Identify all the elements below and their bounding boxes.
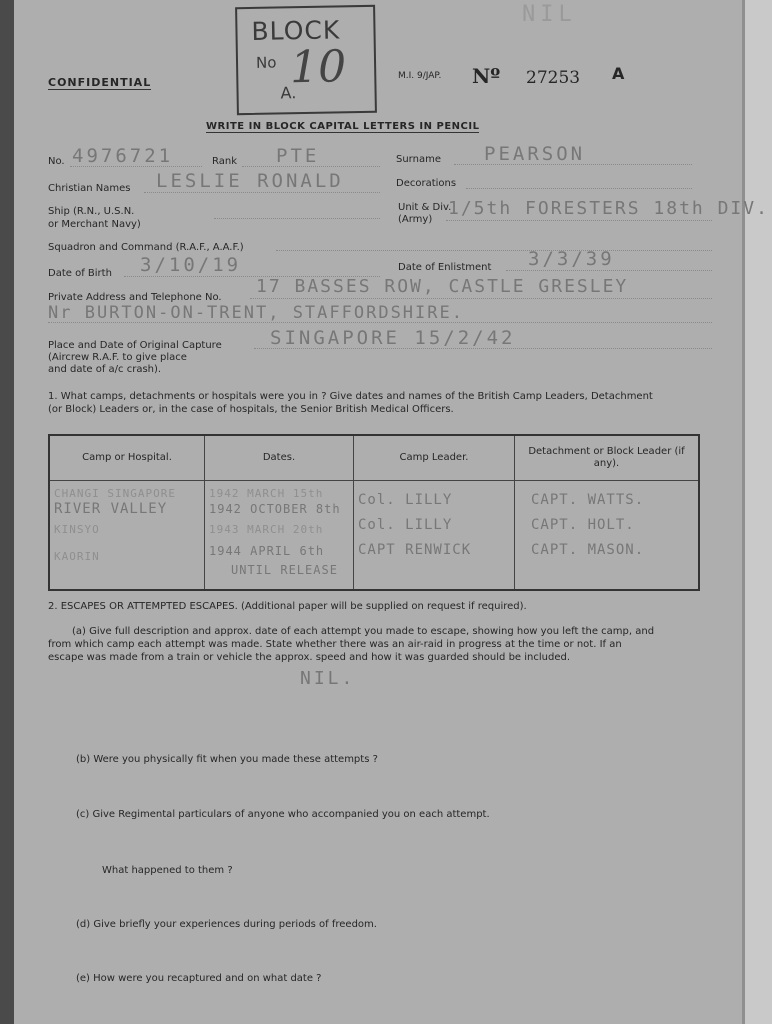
question-2d: (d) Give briefly your experiences during periods of freedom. xyxy=(76,919,377,930)
address-label: Private Address and Telephone No. xyxy=(48,292,222,303)
unit-label-line1: Unit & Div. xyxy=(398,202,452,213)
christian-names-value: LESLIE RONALD xyxy=(156,170,344,192)
question-2a-line3: escape was made from a train or vehicle the approx. speed and how it was guarded should be included. xyxy=(48,652,571,663)
camp-leader-entry: Col. LILLY xyxy=(358,517,453,533)
unit-label-line2: (Army) xyxy=(398,214,433,225)
rank-label: Rank xyxy=(212,156,237,167)
no-line xyxy=(70,166,202,167)
surname-label: Surname xyxy=(396,154,441,165)
date-of-birth-label: Date of Birth xyxy=(48,268,112,279)
ship-line xyxy=(214,218,380,219)
camp-entry: RIVER VALLEY xyxy=(54,501,168,517)
address-value-line2: Nr BURTON-ON-TRENT, STAFFORDSHIRE. xyxy=(48,303,464,323)
camp-entry: CHANGI SINGAPORE xyxy=(54,487,176,500)
date-entry: 1943 MARCH 20th xyxy=(209,523,324,536)
capture-value: SINGAPORE 15/2/42 xyxy=(270,327,516,349)
capture-label-line2: (Aircrew R.A.F. to give place xyxy=(48,352,187,363)
stamp-block-text: BLOCK xyxy=(251,15,341,46)
reference-no-label: Nº xyxy=(472,64,501,88)
camp-leader-entry: CAPT RENWICK xyxy=(358,542,472,558)
dates-cell xyxy=(205,481,354,591)
decorations-line xyxy=(466,188,692,189)
table-header-row xyxy=(49,435,699,481)
question-2a-answer: NIL. xyxy=(300,668,356,689)
enlistment-line xyxy=(506,270,712,271)
detachment-leader-entry: CAPT. HOLT. xyxy=(531,517,635,533)
table-header-camp: Camp or Hospital. xyxy=(49,435,205,481)
camp-leader-cell xyxy=(354,481,515,591)
squadron-line xyxy=(276,250,712,251)
ship-label-line2: or Merchant Navy) xyxy=(48,219,141,230)
question-2c: (c) Give Regimental particulars of anyone who accompanied you on each attempt. xyxy=(76,809,490,820)
question-2c-sub: What happened to them ? xyxy=(102,865,233,876)
christian-names-label: Christian Names xyxy=(48,183,131,194)
detachment-leader-entry: CAPT. MASON. xyxy=(531,542,645,558)
unit-line xyxy=(446,220,712,221)
capture-label-line1: Place and Date of Original Capture xyxy=(48,340,222,351)
address-line2 xyxy=(48,322,712,323)
reference-prefix: M.I. 9/JAP. xyxy=(398,71,442,81)
camp-leader-entry: Col. LILLY xyxy=(358,492,453,508)
date-of-birth-value: 3/10/19 xyxy=(140,254,242,276)
question-1-line2: (or Block) Leaders or, in the case of hospitals, the Senior British Medical Officers. xyxy=(48,404,454,415)
confidential-label: CONFIDENTIAL xyxy=(48,76,152,89)
date-entry: 1944 APRIL 6th xyxy=(209,544,325,558)
question-2a-line2: from which camp each attempt was made. State whether there was an air-raid in progress at the time or not. If an xyxy=(48,639,622,650)
camp-cell xyxy=(49,481,205,591)
stamp-no-text: No xyxy=(255,53,277,72)
camp-entry: KINSYO xyxy=(54,523,100,536)
christian-names-line xyxy=(144,192,380,193)
no-label: No. xyxy=(48,156,65,167)
block-stamp xyxy=(235,5,377,115)
question-2a-line1: (a) Give full description and approx. date of each attempt you made to escape, showing how you left the camp, and xyxy=(72,626,655,637)
no-value: 4976721 xyxy=(72,145,174,167)
decorations-label: Decorations xyxy=(396,178,457,189)
camps-table xyxy=(48,434,700,591)
stamp-number: 10 xyxy=(289,41,347,94)
capture-line xyxy=(254,348,712,349)
capture-label-line3: and date of a/c crash). xyxy=(48,364,162,375)
stamp-letter: A. xyxy=(280,83,297,103)
table-header-camp-leader: Camp Leader. xyxy=(354,435,515,481)
unit-value: 1/5th FORESTERS 18th DIV. xyxy=(448,198,769,219)
question-2e: (e) How were you recaptured and on what date ? xyxy=(76,973,322,984)
surname-value: PEARSON xyxy=(484,143,586,165)
squadron-label: Squadron and Command (R.A.F., A.A.F.) xyxy=(48,242,244,253)
table-header-detachment-leader: Detachment or Block Leader (if any). xyxy=(515,435,700,481)
enlistment-label: Date of Enlistment xyxy=(398,262,492,273)
date-entry: 1942 OCTOBER 8th xyxy=(209,502,341,516)
rank-value: PTE xyxy=(276,145,320,167)
camp-entry: KAORIN xyxy=(54,550,100,563)
form-instruction: WRITE IN BLOCK CAPITAL LETTERS IN PENCIL xyxy=(206,121,480,132)
address-value-line1: 17 BASSES ROW, CASTLE GRESLEY xyxy=(256,276,629,297)
date-entry: UNTIL RELEASE xyxy=(231,563,338,577)
table-header-dates: Dates. xyxy=(205,435,354,481)
detachment-leader-cell xyxy=(515,481,700,591)
table-row xyxy=(49,481,699,591)
underlying-page xyxy=(745,0,772,1024)
enlistment-value: 3/3/39 xyxy=(528,248,615,270)
address-line1 xyxy=(250,298,712,299)
reference-number: 27253 xyxy=(526,68,581,88)
form-sheet xyxy=(14,0,769,1024)
ship-label-line1: Ship (R.N., U.S.N. xyxy=(48,206,135,217)
question-1-line1: 1. What camps, detachments or hospitals were you in ? Give dates and names of the British Camp Leaders, Detachment xyxy=(48,391,653,402)
question-2b: (b) Were you physically fit when you made these attempts ? xyxy=(76,754,378,765)
top-note: NIL xyxy=(522,2,577,27)
reference-suffix: A xyxy=(612,64,625,83)
rank-line xyxy=(242,166,380,167)
surname-line xyxy=(454,164,692,165)
detachment-leader-entry: CAPT. WATTS. xyxy=(531,492,645,508)
date-entry: 1942 MARCH 15th xyxy=(209,487,324,500)
question-2-heading: 2. ESCAPES OR ATTEMPTED ESCAPES. (Additional paper will be supplied on request if required). xyxy=(48,601,527,612)
